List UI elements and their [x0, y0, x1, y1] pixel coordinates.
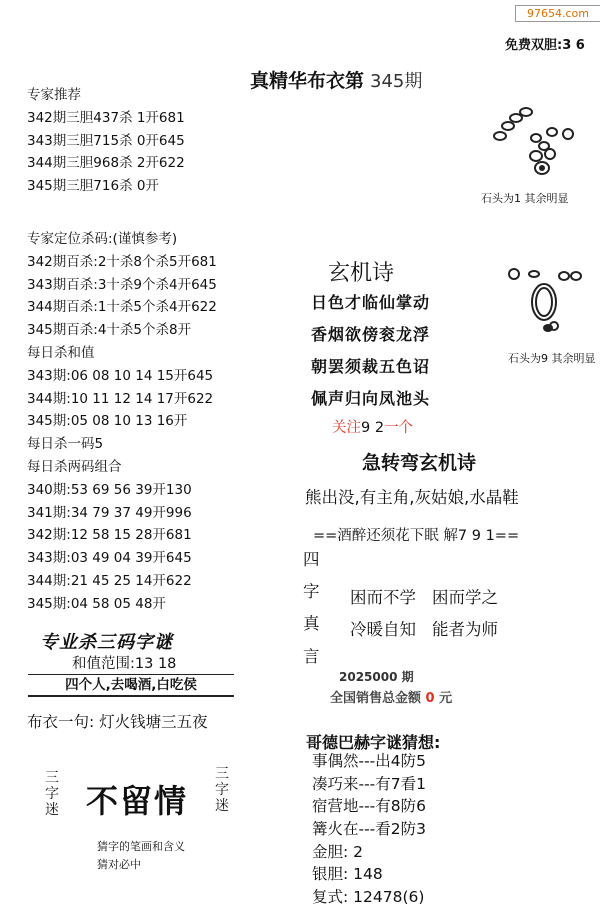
- sales-unit: 元: [439, 691, 453, 706]
- xiongchumo-line: 熊出没,有主角,灰姑娘,水晶鞋: [305, 488, 519, 507]
- page-title: [250, 66, 422, 93]
- left-vertical-label: 三字迷: [45, 770, 59, 818]
- list-item: 345期百杀:4十杀5个杀8开: [27, 322, 192, 339]
- title-main: 真精华布衣第: [250, 70, 365, 92]
- hint-line-1: 猜字的笔画和含义: [97, 840, 185, 853]
- list-item: 344期百杀:1十杀5个杀4开622: [27, 299, 217, 316]
- picture-caption-1: 石头为1 其余明显: [481, 192, 569, 205]
- zimi-title: 专业杀三码字谜: [40, 632, 173, 653]
- list-item: 342期百杀:2十杀8个杀5开681: [27, 253, 217, 270]
- focus-label: 关注: [332, 420, 361, 436]
- site-badge[interactable]: 97654.com: [515, 5, 600, 22]
- list-item: 343期百杀:3十杀9个杀4开645: [27, 276, 217, 293]
- list-item: 每日杀和值: [27, 344, 95, 361]
- list-item: 345期三胆716杀 0开: [27, 178, 159, 195]
- poem-line: 日色才临仙掌动: [311, 293, 431, 312]
- list-item: 篝火在---看2防3: [312, 820, 427, 839]
- free-tip: 免费双胆:3 6: [505, 38, 585, 53]
- four-chars-2: 字: [303, 582, 320, 601]
- poem-line: 佩声归向凤池头: [311, 389, 431, 408]
- stone-chain-image-1: [488, 98, 588, 182]
- sizhenyan-phrase: 能者为师: [432, 620, 498, 639]
- xuanji-title: 玄机诗: [328, 261, 395, 286]
- focus-suffix: 一个: [384, 420, 414, 436]
- list-item: 344期:10 11 12 14 17开622: [27, 390, 214, 407]
- title-issue: 345期: [370, 71, 423, 92]
- expert-recommend-list: [27, 84, 185, 198]
- picture-caption-2: 石头为9 其余明显: [508, 352, 596, 365]
- four-chars-1: 四: [303, 550, 320, 569]
- list-item: 342期三胆437杀 1开681: [27, 109, 185, 126]
- hint-line-2: 猜对必中: [97, 858, 141, 871]
- list-item: 银胆: 148: [312, 865, 383, 884]
- list-item: 宿营地---有8防6: [312, 797, 427, 816]
- four-chars-3: 真: [303, 614, 320, 633]
- sum-range: 和值范围:13 18: [72, 656, 177, 672]
- list-item: 342期:12 58 15 28开681: [27, 527, 192, 544]
- sizhenyan-phrase: 冷暖自知: [350, 620, 416, 639]
- buyi-sentence: 布衣一句: 灯火钱塘三五夜: [27, 713, 208, 731]
- four-people-riddle: 四个人,去喝酒,白吃侯: [28, 674, 234, 697]
- list-item: 事偶然---出4防5: [312, 752, 427, 770]
- list-item: 343期:03 49 04 39开645: [27, 550, 192, 567]
- sales-value: 0: [425, 691, 435, 706]
- goethe-title: 哥德巴赫字谜猜想:: [306, 733, 441, 752]
- list-item: 344期三胆968杀 2开622: [27, 155, 185, 172]
- list-item: 343期三胆715杀 0开645: [27, 132, 185, 149]
- sales-label: 全国销售总金额: [330, 691, 422, 706]
- jiuzui-line: ==酒醉还须花下眠 解7 9 1==: [313, 528, 520, 544]
- list-item: 每日杀两码组合: [27, 458, 122, 475]
- sales-issue: 2025000 期: [339, 670, 414, 684]
- list-item: 复式: 12478(6): [312, 888, 425, 907]
- poem-line: 朝罢须裁五色诏: [311, 357, 431, 376]
- list-item: 专家推荐: [27, 87, 81, 103]
- focus-line: [332, 416, 413, 437]
- list-item: 341期:34 79 37 49开996: [27, 504, 192, 521]
- four-chars-4: 言: [303, 647, 320, 666]
- goethe-list: [312, 750, 426, 909]
- list-item: 345期:05 08 10 13 16开: [27, 413, 188, 430]
- big-riddle-word: 不留情: [86, 782, 189, 820]
- poem-line: 香烟欲傍衮龙浮: [311, 325, 431, 344]
- list-item: 344期:21 45 25 14开622: [27, 572, 192, 589]
- sizhenyan-row-1: [350, 584, 498, 608]
- sizhenyan-phrase: 困而不学: [350, 588, 416, 607]
- list-item: 专家定位杀码:(谨慎参考): [27, 231, 178, 247]
- sizhenyan-row-2: [350, 616, 498, 640]
- list-item: 340期:53 69 56 39开130: [27, 481, 192, 498]
- list-item: 345期:04 58 05 48开: [27, 595, 166, 612]
- list-item: 金胆: 2: [312, 842, 364, 861]
- list-item: 343期:06 08 10 14 15开645: [27, 367, 214, 384]
- stone-chain-image-2: [504, 262, 594, 342]
- right-vertical-label: 三字迷: [215, 766, 229, 814]
- sales-total: [330, 687, 452, 706]
- list-item: 凑巧来---有7看1: [312, 774, 427, 793]
- expert-position-list: [27, 228, 217, 616]
- sizhenyan-phrase: 困而学之: [432, 588, 498, 607]
- focus-nums: 9 2: [361, 420, 385, 436]
- list-item: 每日杀一码5: [27, 436, 104, 453]
- jizhuanwan-title: 急转弯玄机诗: [362, 452, 477, 474]
